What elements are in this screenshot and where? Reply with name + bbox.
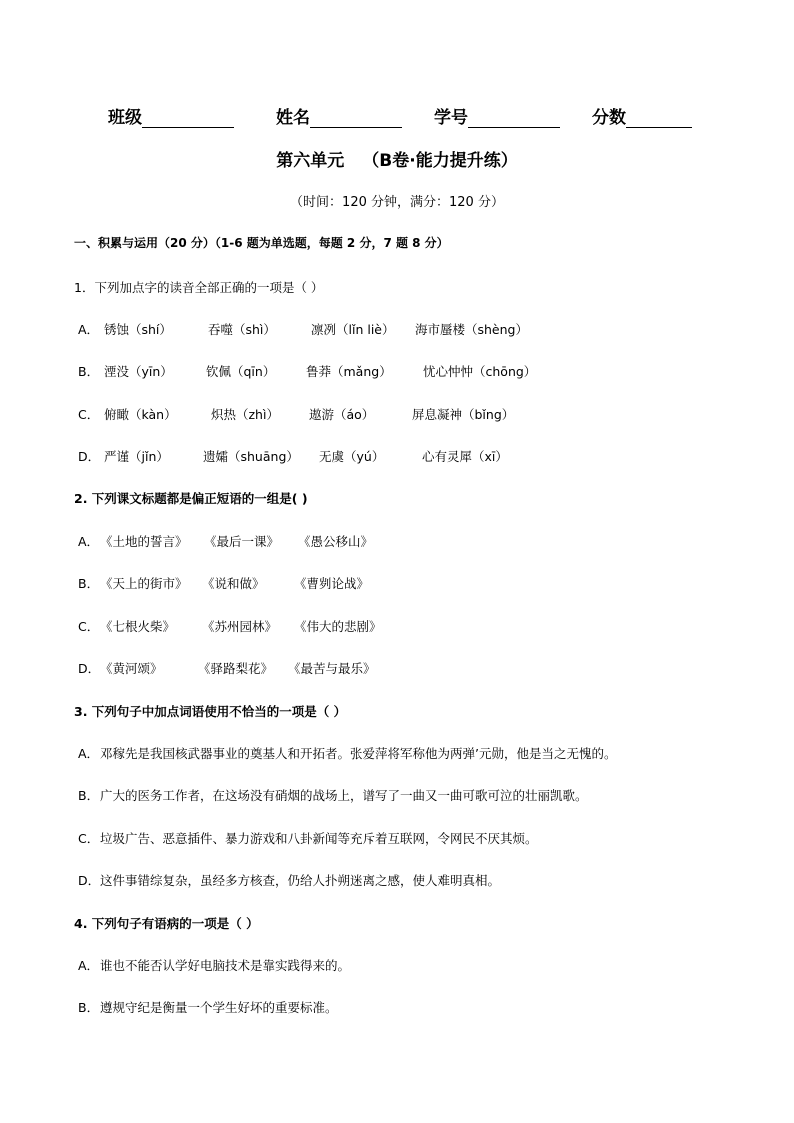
score-blank[interactable] <box>626 107 692 128</box>
option-item: 鲁莽（mǎng） <box>306 364 392 379</box>
question-3-option-d <box>78 871 500 889</box>
score-label: 分数 <box>592 108 626 128</box>
question-2-option-b <box>78 574 370 592</box>
name-blank[interactable] <box>310 107 402 128</box>
option-item: 心有灵犀（xī） <box>422 449 508 464</box>
option-item: 《说和做》 <box>202 576 265 591</box>
option-item: 《最苦与最乐》 <box>288 661 376 676</box>
option-item: 凛冽（lǐn liè） <box>311 322 395 337</box>
option-text: 遵规守纪是衡量一个学生好坏的重要标准。 <box>100 1000 338 1015</box>
question-1-option-c <box>78 405 515 423</box>
question-1-stem: 1．下列加点字的读音全部正确的一项是（ ） <box>74 280 324 295</box>
option-item: 遗孀（shuāng） <box>203 449 299 464</box>
option-text: 这件事错综复杂，虽经多方核查，仍给人扑朔迷离之感，使人难明真相。 <box>100 873 501 888</box>
question-4-option-b <box>78 998 338 1016</box>
option-item: 《愚公移山》 <box>298 534 374 549</box>
class-blank[interactable] <box>142 107 234 128</box>
time-score-info: （时间：120 分钟，满分：120 分） <box>290 195 504 210</box>
option-item: 严谨（jǐn） <box>104 449 169 464</box>
option-text: 广大的医务工作者，在这场没有硝烟的战场上，谱写了一曲又一曲可歌可泣的壮丽凯歌。 <box>100 788 588 803</box>
question-3-option-a <box>78 744 616 762</box>
option-item: 屏息凝神（bǐng） <box>412 407 515 422</box>
student-id-field <box>434 103 560 128</box>
option-letter: D． <box>78 661 101 676</box>
option-item: 《最后一课》 <box>204 534 280 549</box>
option-letter: C． <box>78 407 100 422</box>
question-2-stem: 2. 下列课文标题都是偏正短语的一组是( ) <box>74 491 308 506</box>
question-2-option-a <box>78 532 374 550</box>
student-id-label: 学号 <box>434 108 468 128</box>
option-item: 《驿路梨花》 <box>198 661 274 676</box>
option-letter: B． <box>78 576 100 591</box>
option-letter: B． <box>78 364 100 379</box>
option-item: 《天上的街市》 <box>100 576 188 591</box>
question-1-option-d <box>78 447 508 465</box>
question-2-option-d <box>78 659 376 677</box>
question-1-option-a <box>78 320 528 338</box>
option-letter: B． <box>78 788 100 803</box>
option-item: 《苏州园林》 <box>202 619 278 634</box>
option-item: 吞噬（shì） <box>208 322 276 337</box>
question-4-option-a <box>78 956 350 974</box>
option-item: 《黄河颂》 <box>100 661 163 676</box>
class-field <box>108 103 234 128</box>
option-text: 垃圾广告、恶意插件、暴力游戏和八卦新闻等充斥着互联网，令网民不厌其烦。 <box>100 831 538 846</box>
option-item: 无虞（yú） <box>319 449 385 464</box>
option-item: 遨游（áo） <box>309 407 375 422</box>
question-1-option-b <box>78 362 537 380</box>
volume-title: （B卷·能力提升练） <box>362 151 518 171</box>
name-label: 姓名 <box>276 108 310 128</box>
class-label: 班级 <box>108 108 142 128</box>
option-item: 炽热（zhì） <box>211 407 279 422</box>
section-heading: 一、积累与运用（20 分）（1-6 题为单选题，每题 2 分，7 题 8 分） <box>74 236 449 250</box>
question-3-option-b <box>78 786 588 804</box>
score-field <box>592 103 692 128</box>
option-letter: D． <box>78 873 101 888</box>
unit-title: 第六单元 <box>276 151 345 171</box>
option-item: 俯瞰（kàn） <box>104 407 177 422</box>
name-field <box>276 103 402 128</box>
option-letter: A． <box>78 958 100 973</box>
option-item: 海市蜃楼（shèng） <box>415 322 528 337</box>
option-letter: C． <box>78 619 100 634</box>
option-letter: A． <box>78 746 100 761</box>
option-item: 《伟大的悲剧》 <box>294 619 382 634</box>
page-title <box>0 146 794 171</box>
question-3-option-c <box>78 829 538 847</box>
option-item: 锈蚀（shí） <box>104 322 172 337</box>
option-letter: B． <box>78 1000 100 1015</box>
option-item: 《土地的誓言》 <box>100 534 188 549</box>
option-letter: D． <box>78 449 101 464</box>
option-item: 忧心忡忡（chōng） <box>423 364 537 379</box>
option-item: 《曹刿论战》 <box>294 576 370 591</box>
option-item: 钦佩（qīn） <box>206 364 276 379</box>
option-item: 《七根火柴》 <box>100 619 176 634</box>
student-id-blank[interactable] <box>468 107 560 128</box>
question-4-stem: 4. 下列句子有语病的一项是（ ） <box>74 916 259 931</box>
option-letter: A． <box>78 322 100 337</box>
option-letter: C． <box>78 831 100 846</box>
option-text: 邓稼先是我国核武器事业的奠基人和开拓者。张爱萍将军称他为两弹’元勋，他是当之无愧的。 <box>100 746 617 761</box>
option-letter: A． <box>78 534 100 549</box>
option-item: 湮没（yīn） <box>104 364 173 379</box>
option-text: 谁也不能否认学好电脑技术是靠实践得来的。 <box>100 958 351 973</box>
question-2-option-c <box>78 617 382 635</box>
question-3-stem: 3. 下列句子中加点词语使用不恰当的一项是（ ） <box>74 704 347 719</box>
